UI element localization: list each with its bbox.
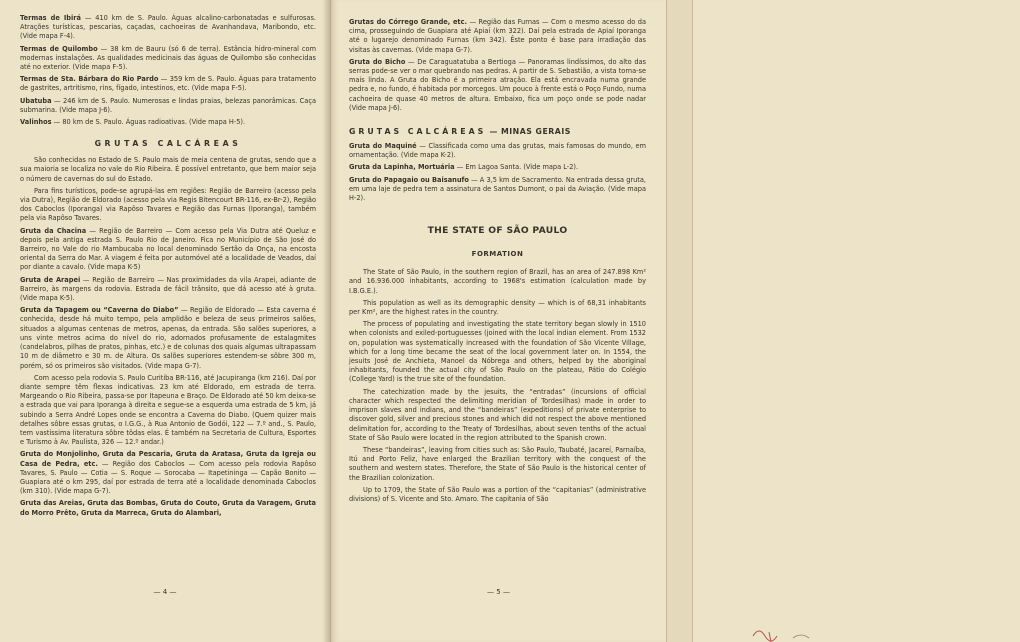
entry-term: Gruta da Chacina [20,226,87,235]
right-page [330,0,666,642]
entry-paragraph [349,58,646,113]
entry-paragraph [20,14,316,42]
entry-term: Gruta das Areias, Gruta das Bombas, Gruta do Couto, Gruta da Varagem, Gruta do Morro Prêto, Gruta da Marreca, Gruta do Alambari, [20,499,316,517]
entry-paragraph [20,75,316,93]
entry-paragraph [20,306,316,370]
entry-paragraph [20,45,316,73]
entry-term: Gruta do Monjolinho, Gruta da Pescaria, Gruta da Aratasa, Gruta da Igreja ou Casa de Pedra, etc. [20,450,316,468]
folded-flap-edge [666,0,692,642]
entry-text: — Região de Eldorado — Esta caverna é conhecida, desde há muito tempo, pela amplidão e beleza de seus primeiros salões, situados a algumas centenas de metros, apenas, da entrada. São salões superiores, a uns vinte metros acima do nível do rio, adornados profusamente de estalagmites (candelabros, pilhas de pratos, pinhas, etc.) e de colunas dos quais algumas ultrapassam 10 m de diâmetro e 30 m. de Altura. Os salões superiores estendem-se sôbre 300 m, porém, só os primeiros são visitados. (Vide mapa G-7). [20,306,316,370]
ink-marks-icon [733,602,993,642]
entry-paragraph [20,156,316,184]
english-paragraphs [349,268,646,504]
entry-term: Valinhos [20,118,52,127]
english-title: THE STATE OF SÃO PAULO [427,225,568,237]
entry-paragraph [349,142,646,160]
entry-paragraph [349,163,646,172]
entry-paragraph [20,374,316,448]
entry-text: — Região das Furnas — Com o mesmo acesso do da cima, prosseguindo de Guapiara até Apiaí (km 322). Daí pela estrada de Apiaí Iporanga até o lugarejo denominado Furnas (km 342). Êste ponto é base para irradiação das visitas às cavernas. (Vide mapa G-7). [349,18,646,54]
entry-text: — Em Lagoa Santa. (Vide mapa L-2). [454,163,579,172]
entry-text: — Região de Barreiro — Com acesso pela Via Dutra até Queluz e depois pela antiga estrada S. Paulo Rio de Janeiro. Fica no Município de São José do Barreiro, no Vale do rio Mambucaba no local denominado Sertão da Onça, na encosta oriental da Serra do Mar. A viagem é feita por automóvel até a localidade de Veados, daí por diante a cavalo. (Vide mapa K-5) [20,226,316,272]
entry-paragraph [20,499,316,517]
english-paragraph: The catechization made by the jesuits, the “entradas” (incursions of official character which respected the delimiting meridian of Tordesilhas) made in order to imprison slaves and indians, and the “bandeiras” (expeditions) of private enterprise to discover gold, silver and precious stones and which did not respect the above mentioned delimitation for, according to the Treaty of Tordesilhas, about seven tenths of the actual State of São Paulo were located in the region attributed to the Spanish crown. [349,387,646,442]
entry-paragraph [20,187,316,224]
entry-text: — Classificada como uma das grutas, mais famosas do mundo, em ornamentação. (Vide mapa K-2). [349,142,646,160]
entry-text: Com acesso pela rodovia S. Paulo Curitiba BR-116, até Jacupiranga (km 216). Daí por diante sempre têm flexas indicativas. 23 km até Eldorado, em estrada de terra. Margeando o Rio Ribeira, passa-se por Itapeuna e Braço. De Eldorado até 50 km deixa-se a estrada que vai para Iporanga à direita e segue-se a esquerda uma estrada de 5 km, já subindo a Serra André Lopes onde se encontra a Caverna do Diabo. (Quem quizer mais detalhes sôbre essas grutas, o I.G.G., à Rua Antonio de Godói, 122 — 7.º and., S. Paulo, tem vastíssima literatura sôbre tôdas elas. É também na Secretaria de Cultura, Esportes e Turismo à Av. Paulista, 326 — 12.º andar.) [20,373,316,447]
right-page-minas-entries [349,142,646,203]
left-page-grutas-entries [20,156,316,518]
english-paragraph: The process of populating and investigating the state territory began slowly in 1510 when colonists and exiled-portuguesses (joined with the local indian element. From 1532 on, population was systematically increased with the foundation of São Vicente Village, which for a long time became the seat of the local government later on. In 1554, the jesuits José de Anchieta, Manoel da Nóbrega and others, helped by the aboriginal inhabitants, founded the actual city of São Paulo on the plateau, Pátio do Colégio (College Yard) is the true site of the foundation. [349,320,646,384]
entry-paragraph [20,450,316,496]
entry-paragraph [20,276,316,304]
entry-paragraph [20,97,316,115]
entry-paragraph [20,227,316,273]
right-page-entries [349,18,646,113]
entry-text: — 80 km de S. Paulo. Águas radioativas. (Vide mapa H-5). [51,118,246,127]
entry-text: São conhecidas no Estado de S. Paulo mais de meia centena de grutas, sendo que a sua maioria se localiza no vale do Rio Ribeira. É possível entretanto, que bem maior seja o número de cavernas do sul do Estado. [20,156,316,183]
english-paragraph: These “bandeiras”, leaving from cities such as: São Paulo, Taubaté, Jacareí, Parnaíba, Itú and Porto Feliz, have enlarged the Brazilian territory with the conquest of the southern and western states. Therefore, the State of São Paulo is the historical center of the Brazilian colonization. [349,445,646,482]
entry-term: Termas de Quilombo [20,44,98,53]
section-title-minas-sub: — MINAS GERAIS [486,127,571,137]
english-paragraph: Up to 1709, the State of São Paulo was a portion of the “capitanias” (administrative divisions) of S. Vicente and Sto. Amaro. The capitania of São [349,485,646,503]
entry-term: Gruta do Papagaio ou Baisanufo [349,175,469,184]
entry-term: Gruta do Bicho [349,57,406,66]
entry-text: Para fins turísticos, pode-se agrupá-las em regiões: Região de Barreiro (acesso pela via Dutra), Região de Eldorado (acesso pela via Regis Bitencourt BR-116, ex-Br-2), Região dos Caboclos (Iporanga) via Rapôso Tavares e Região das Furnas (Iporanga), também pela via Rapôso Tavares. [20,186,316,223]
english-paragraph: The State of São Paulo, in the southern region of Brazil, has an area of 247.898 Km² and 16.936.000 inhabitants, according to 1968's estimation (calculation made by I.B.G.E.). [349,268,646,295]
entry-text: — Região dos Caboclos — Com acesso pela rodovia Rapôso Tavares, S. Paulo — Cotia — S. Roque — Sorocaba — Itapetininga — Capão Bonito — Guapiara até o km 295, daí por estrada de terra até a localidade denominada Caboclos (km 310). (Vide mapa G-7). [20,459,316,496]
entry-term: Gruta de Arapei [20,275,81,284]
entry-text: — Região de Barreiro — Nas proximidades da vila Arapei, adiante de Barreiro, às margens da rodovia. Estrada de fácil trânsito, que dá acesso até à gruta. (Vide mapa K-5). [20,275,317,303]
entry-term: Ubatuba [20,96,52,105]
entry-term: Termas de Ibirá [20,14,81,22]
entry-term: Termas de Sta. Bárbara do Rio Pardo [20,75,159,84]
blank-back-panel [692,0,1020,642]
entry-text: — 359 km de S. Paulo. Águas para tratamento de gastrites, artritismo, rins, fígado, intestinos, etc. (Vide mapa F-5). [20,75,316,93]
section-title-minas-main: GRUTAS CALCÁREAS [349,127,487,137]
entry-paragraph [349,18,646,55]
left-page [0,0,330,642]
section-title-minas [349,127,646,136]
entry-term: Grutas do Córrego Grande, etc. [349,18,467,26]
left-page-entries [20,14,316,127]
entry-text: — 38 km de Bauru (só 6 de terra). Estância hidro-mineral com modernas instalações. As qualidades medicinais das águas de Quilombo são conhecidas até no exterior. (Vide mapa F-5). [20,44,317,72]
entry-paragraph [20,118,316,127]
section-title-grutas: GRUTAS CALCÁREAS [94,139,242,149]
entry-paragraph [349,176,646,204]
entry-text: — A 3,5 km de Sacramento. Na entrada dessa gruta, em uma laje de pedra tem a assinatura de Santos Dumont, o pai da Aviação. (Vide mapa H-2). [349,175,647,203]
english-subtitle: FORMATION [471,250,524,259]
entry-text: — 410 km de S. Paulo. Águas alcalino-carbonatadas e sulfurosas. Atrações turísticas, pescarias, caçadas, cachoeiras de Avanhandava, Maribondo, etc. (Vide mapa F-4). [20,14,316,41]
entry-term: Gruta da Tapagem ou “Caverna do Diabo” [20,306,179,315]
entry-term: Gruta do Maquiné [349,142,417,151]
english-paragraph: This population as well as its demographic density — which is of 68,31 inhabitants per Km², are the highest rates in the country. [349,298,646,317]
entry-text: — 246 km de S. Paulo. Numerosas e lindas praias, belezas panorâmicas. Caça submarina. (Vide mapa J-6). [20,96,316,114]
entry-text: — De Caraguatatuba a Bertioga — Panoramas lindíssimos, do alto das serras pode-se ver o mar quebrando nas pedras. A partir de S. Sebastião, a vista torna-se mais linda. A Gruta do Bicho é a primeira atração. Ela está encravada numa grande pedra e, no fundo, é habitada por morcegos. Um pouco à frente está o Poço Fundo, numa cachoeira de quase 40 metros de altura. Embaixo, fica um poço onde se pode nadar (Vide mapa J-6). [349,57,646,112]
page-number-right: — 5 — [487,588,510,596]
entry-term: Gruta da Lapinha, Mortuária [349,163,455,172]
page-number-left: — 4 — [153,588,177,596]
